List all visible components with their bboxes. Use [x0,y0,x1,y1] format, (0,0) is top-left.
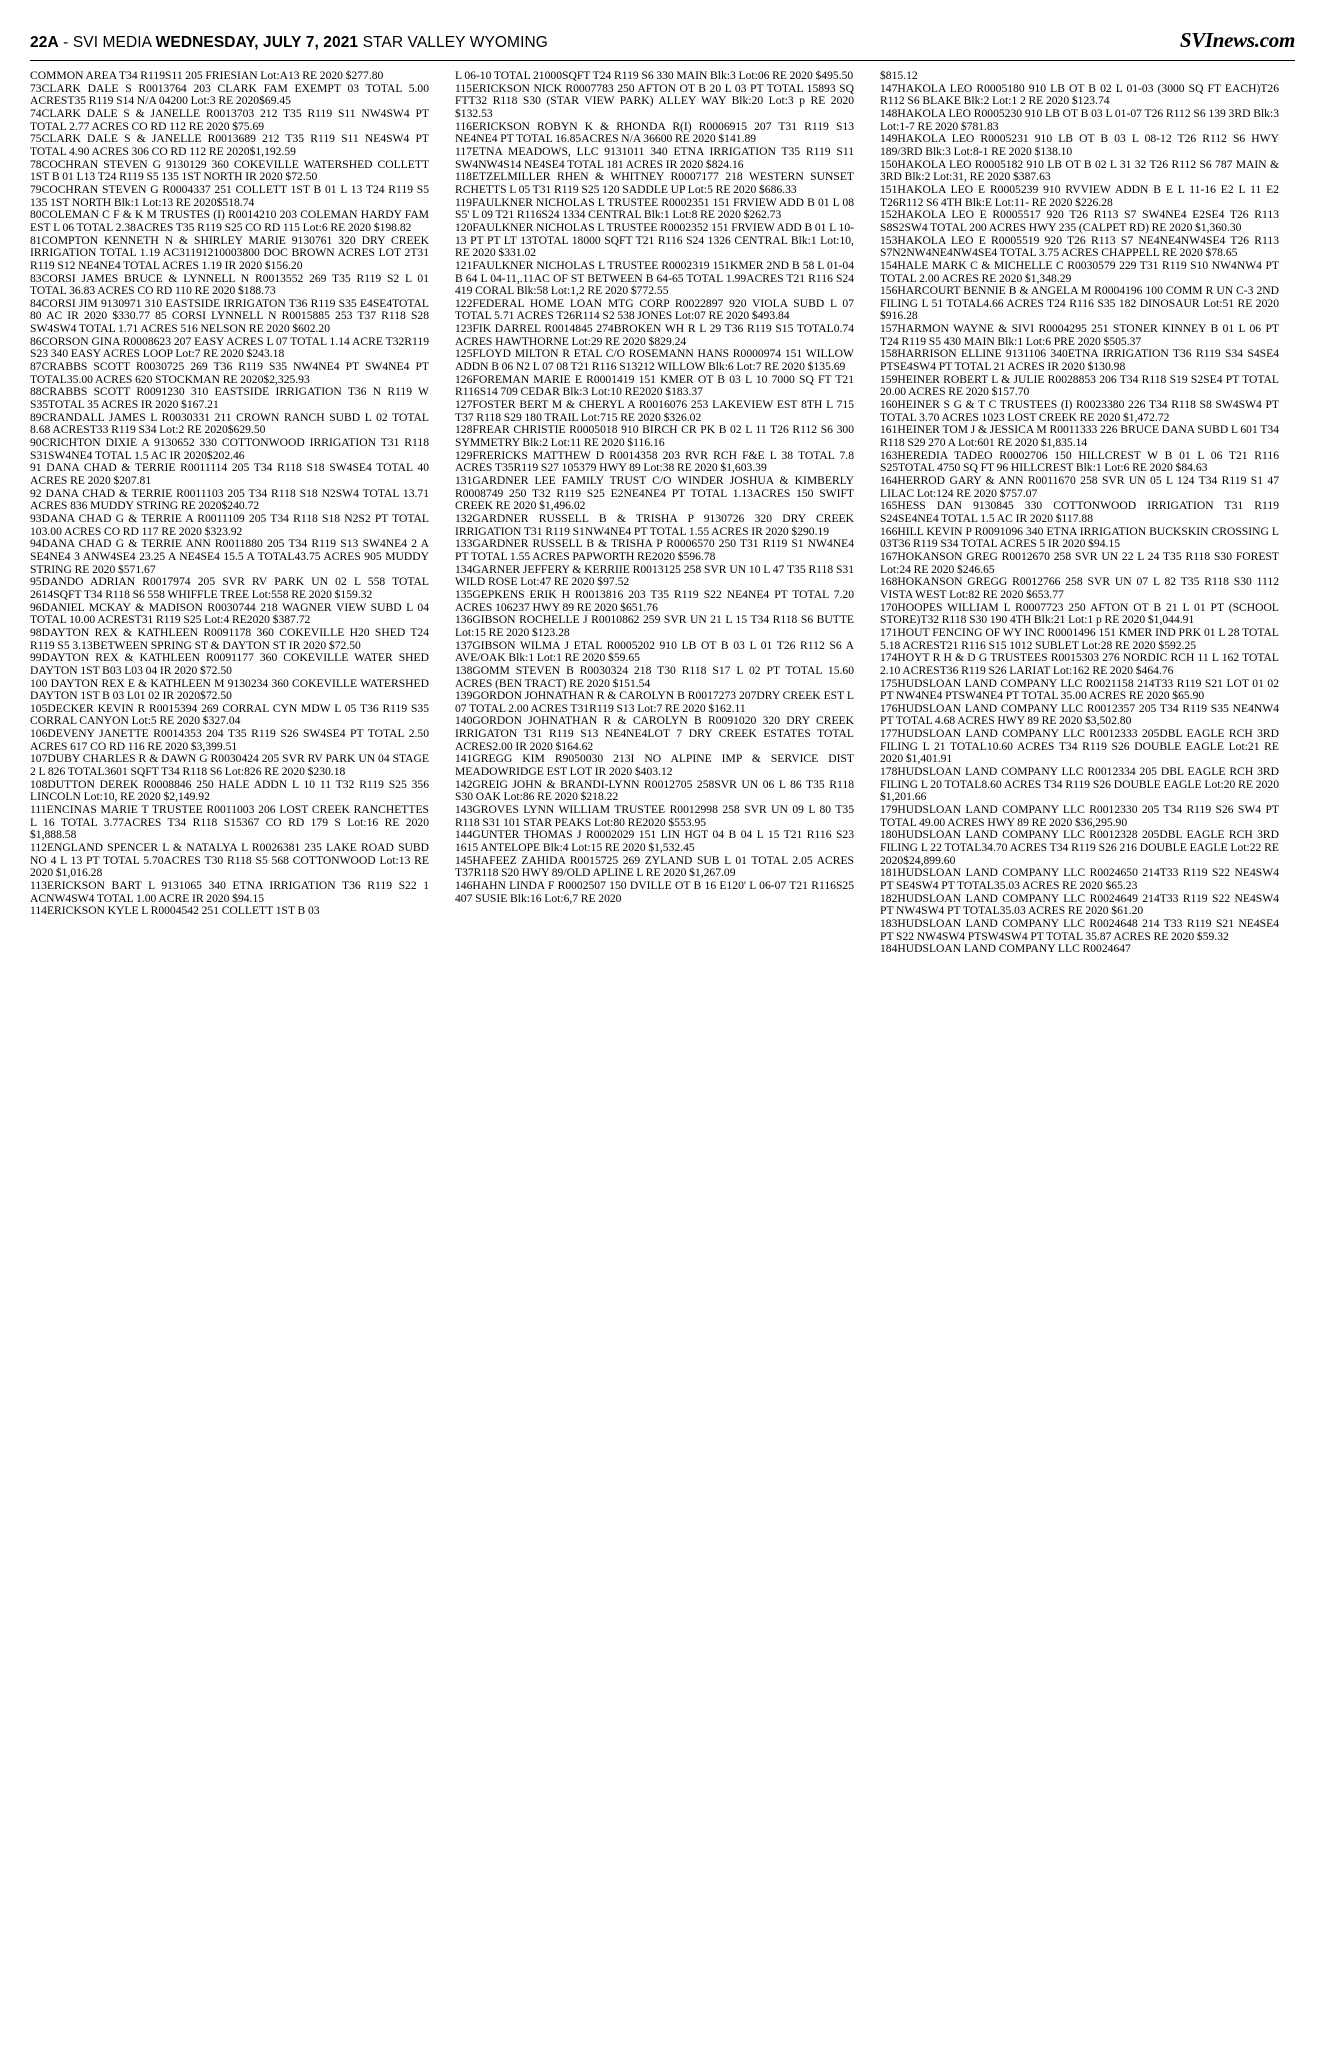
listing-entry: 158HARRISON ELLINE 9131106 340ETNA IRRIGATION T36 R119 S34 S4SE4 PTSE4SW4 PT TOTAL 21 ACRES IR 2020 $130.98 [880,347,1279,374]
listing-entry: 108DUTTON DEREK R0008846 250 HALE ADDN L 10 11 T32 R119 S25 356 LINCOLN Lot:10, RE 2020 $2,149.92 [30,777,429,804]
listing-entry: 117ETNA MEADOWS, LLC 9131011 340 ETNA IRRIGATION T35 R119 S11 SW4NW4S14 NE4SE4 TOTAL 181 ACRES IR 2020 $824.16 [455,144,854,171]
listing-entry: 112ENGLAND SPENCER L & NATALYA L R0026381 235 LAKE ROAD SUBD NO 4 L 13 PT TOTAL 5.70ACRES T30 R118 S5 568 COTTONWOOD Lot:13 RE 2020 $1,016.28 [30,841,429,880]
listing-entry: L 06-10 TOTAL 21000SQFT T24 R119 S6 330 MAIN Blk:3 Lot:06 RE 2020 $495.50 [455,69,854,82]
listing-entry: 116ERICKSON ROBYN K & RHONDA R(I) R0006915 207 T31 R119 S13 NE4NE4 PT TOTAL 16.85ACRES N/A 36600 RE 2020 $141.89 [455,119,854,146]
listing-entry: 92 DANA CHAD & TERRIE R0011103 205 T34 R118 S18 N2SW4 TOTAL 13.71 ACRES 836 MUDDY STRING RE 2020$240.72 [30,486,429,513]
listing-entry: 181HUDSLOAN LAND COMPANY LLC R0024650 214T33 R119 S22 NE4SW4 PT SE4SW4 PT TOTAL35.03 ACRES RE 2020 $65.23 [880,866,1279,892]
listing-entry: 114ERICKSON KYLE L R0004542 251 COLLETT 1ST B 03 [30,904,320,918]
listing-entry: 138GOMM STEVEN B R0030324 218 T30 R118 S17 L 02 PT TOTAL 15.60 ACRES (BEN TRACT) RE 2020 $151.54 [455,663,854,690]
listing-entry: 168HOKANSON GREGG R0012766 258 SVR UN 07 L 82 T35 R118 S30 1112 VISTA WEST Lot:82 RE 2020 $653.77 [880,575,1279,601]
listing-entry: 150HAKOLA LEO R0005182 910 LB OT B 02 L 31 32 T26 R112 S6 787 MAIN & 3RD Blk:2 Lot:31, RE 2020 $387.63 [880,157,1279,184]
listing-entry: 180HUDSLOAN LAND COMPANY LLC R0012328 205DBL EAGLE RCH 3RD FILING L 22 TOTAL34.70 ACRES T34 R119 S26 216 DOUBLE EAGLE Lot:22 RE 2020$24,899.60 [880,828,1279,867]
listing-entry: 89CRANDALL JAMES L R0030331 211 CROWN RANCH SUBD L 02 TOTAL 8.68 ACREST33 R119 S34 Lot:2 RE 2020$629.50 [30,410,429,437]
listing-entry: 80COLEMAN C F & K M TRUSTES (I) R0014210 203 COLEMAN HARDY FAM EST L 06 TOTAL 2.38ACRES T35 R119 S25 CO RD 115 Lot:6 RE 2020 $198.82 [30,208,429,234]
listing-entry: 137GIBSON WILMA J ETAL R0005202 910 LB OT B 03 L 01 T26 R112 S6 A AVE/OAK Blk:1 Lot:1 RE 2020 $59.65 [455,638,854,665]
listing-entry: 129FRERICKS MATTHEW D R0014358 203 RVR RCH F&E L 38 TOTAL 7.8 ACRES T35R119 S27 105379 HWY 89 Lot:38 RE 2020 $1,603.39 [455,448,854,475]
listing-entry: 157HARMON WAYNE & SIVI R0004295 251 STONER KINNEY B 01 L 06 PT T24 R119 S5 430 MAIN Blk:1 Lot:6 PRE 2020 $505.37 [880,322,1279,348]
listing-entry: 126FOREMAN MARIE E R0001419 151 KMER OT B 03 L 10 7000 SQ FT T21 R116S14 709 CEDAR Blk:3 Lot:10 RE2020 $183.37 [455,372,854,399]
listing-entry: 107DUBY CHARLES R & DAWN G R0030424 205 SVR RV PARK UN 04 STAGE 2 L 826 TOTAL3601 SQFT T34 R118 S6 Lot:826 RE 2020 $230.18 [30,752,429,779]
listing-entry: 83CORSI JAMES BRUCE & LYNNELL N R0013552 269 T35 R119 S2 L 01 TOTAL 36.83 ACRES CO RD 110 RE 2020 $188.73 [30,271,429,298]
listing-entry: 121FAULKNER NICHOLAS L TRUSTEE R0002319 151KMER 2ND B 58 L 01-04 B 64 L 04-11,.11AC OF ST BETWEEN B 64-65 TOTAL 1.99ACRES T21 R116 S24 419 CORAL Blk:58 Lot:1,2 RE 2020 $772.55 [455,258,854,298]
listing-entry: 132GARDNER RUSSELL B & TRISHA P 9130726 320 DRY CREEK IRRIGATION T31 R119 S1NW4NE4 PT TOTAL 1.55 ACRES IR 2020 $290.19 [455,511,854,538]
listing-entry: 120FAULKNER NICHOLAS L TRUSTEE R0002352 151 FRVIEW ADD B 01 L 10-13 PT PT LT 13TOTAL 18000 SQFT T21 R116 S24 1326 CENTRAL Blk:1 Lot:10, RE 2020 $331.02 [455,220,854,260]
listing-entry: 149HAKOLA LEO R0005231 910 LB OT B 03 L 08-12 T26 R112 S6 HWY 189/3RD Blk:3 Lot:8-1 RE 2020 $138.10 [880,132,1279,158]
listing-entry: 171HOUT FENCING OF WY INC R0001496 151 KMER IND PRK 01 L 28 TOTAL 5.18 ACREST21 R116 S15 1012 SUBLET Lot:28 RE 2020 $592.25 [880,625,1279,652]
listing-entry: 163HEREDIA TADEO R0002706 150 HILLCREST W B 01 L 06 T21 R116 S25TOTAL 4750 SQ FT 96 HILLCREST Blk:1 Lot:6 RE 2020 $84.63 [880,448,1279,475]
listing-entry: 87CRABBS SCOTT R0030725 269 T36 R119 S35 NW4NE4 PT SW4NE4 PT TOTAL35.00 ACRES 620 STOCKMAN RE 2020$2,325.93 [30,360,429,386]
listing-entry: 118ETZELMILLER RHEN & WHITNEY R0007177 218 WESTERN SUNSET RCHETTS L 05 T31 R119 S25 120 SADDLE UP Lot:5 RE 2020 $686.33 [455,170,854,196]
listing-entry: 166HILL KEVIN P R0091096 340 ETNA IRRIGATION BUCKSKIN CROSSING L 03T36 R119 S34 TOTAL ACRES 5 IR 2020 $94.15 [880,524,1279,551]
listing-entry: COMMON AREA T34 R119S11 205 FRIESIAN Lot:A13 RE 2020 $277.80 [30,69,384,82]
listing-entry: 152HAKOLA LEO E R0005517 920 T26 R113 S7 SW4NE4 E2SE4 T26 R113 S8S2SW4 TOTAL 200 ACRES HWY 235 (CALPET RD) RE 2020 $1,360.30 [880,208,1279,234]
listing-entry: 167HOKANSON GREG R0012670 258 SVR UN 22 L 24 T35 R118 S30 FOREST Lot:24 RE 2020 $246.65 [880,549,1279,576]
listing-entry: 106DEVENY JANETTE R0014353 204 T35 R119 S26 SW4SE4 PT TOTAL 2.50 ACRES 617 CO RD 116 RE 2020 $3,399.51 [30,727,429,753]
page-number: 22A [30,34,59,51]
listing-entry: 94DANA CHAD G & TERRIE ANN R0011880 205 T34 R119 S13 SW4NE4 2 A SE4NE4 3 ANW4SE4 23.25 A NE4SE4 15.5 A TOTAL43.75 ACRES 905 MUDDY STRING RE 2020 $571.67 [30,537,429,576]
listing-entry: 140GORDON JOHNATHAN R & CAROLYN B R0091020 320 DRY CREEK IRRIGATON T31 R119 S13 NE4NE4LOT 7 DRY CREEK ESTATES TOTAL ACRES2.00 IR 2020 $164.62 [455,714,854,753]
listing-entry: 96DANIEL MCKAY & MADISON R0030744 218 WAGNER VIEW SUBD L 04 TOTAL 10.00 ACREST31 R119 S25 Lot:4 RE2020 $387.72 [30,600,429,627]
column-2 [455,70,854,905]
listing-entry: 86CORSON GINA R0008623 207 EASY ACRES L 07 TOTAL 1.14 ACRE T32R119 S23 340 EASY ACRES LOOP Lot:7 RE 2020 $243.18 [30,334,429,361]
listing-entry: 95DANDO ADRIAN R0017974 205 SVR RV PARK UN 02 L 558 TOTAL 2614SQFT T34 R118 S6 558 WHIFFLE TREE Lot:558 RE 2020 $159.32 [30,575,429,601]
listing-entry: 91 DANA CHAD & TERRIE R0011114 205 T34 R118 S18 SW4SE4 TOTAL 40 ACRES RE 2020 $207.81 [30,461,429,487]
listing-entry: 105DECKER KEVIN R R0015394 269 CORRAL CYN MDW L 05 T36 R119 S35 CORRAL CANYON Lot:5 RE 2020 $327.04 [30,701,429,728]
listing-entry: 154HALE MARK C & MICHELLE C R0030579 229 T31 R119 S10 NW4NW4 PT TOTAL 2.00 ACRES RE 2020 $1,348.29 [880,258,1279,285]
masthead-divider [30,60,1295,61]
column-1 [30,70,429,918]
listing-entry: 160HEINER S G & T C TRUSTEES (I) R0023380 226 T34 R118 S8 SW4SW4 PT TOTAL 3.70 ACRES 1023 LOST CREEK RE 2020 $1,472.72 [880,398,1279,424]
listing-entry: 75CLARK DALE S & JANELLE R0013689 212 T35 R119 S11 NE4SW4 PT TOTAL 4.90 ACRES 306 CO RD 112 RE 2020$1,192.59 [30,132,429,158]
listing-entry: 99DAYTON REX & KATHLEEN R0091177 360 COKEVILLE WATER SHED DAYTON 1ST B03 L03 04 IR 2020 $72.50 [30,651,429,677]
listing-entry: 127FOSTER BERT M & CHERYL A R0016076 253 LAKEVIEW EST 8TH L 715 T37 R118 S29 180 TRAIL Lot:715 RE 2020 $326.02 [455,398,854,424]
listing-entry: 84CORSI JIM 9130971 310 EASTSIDE IRRIGATON T36 R119 S35 E4SE4TOTAL 80 AC IR 2020 $330.77 85 CORSI LYNNELL N R0015885 253 T37 R118 S28 SW4SW4 TOTAL 1.71 ACRES 516 NELSON RE 2020 $602.20 [30,296,429,336]
listing-entry: 145HAFEEZ ZAHIDA R0015725 269 ZYLAND SUB L 01 TOTAL 2.05 ACRES T37R118 S20 HWY 89/OLD APLINE L RE 2020 $1,267.09 [455,853,854,880]
listing-entry: 111ENCINAS MARIE T TRUSTEE R0011003 206 LOST CREEK RANCHETTES L 16 TOTAL 3.77ACRES T34 R118 S15367 CO RD 179 S Lot:16 RE 2020 $1,888.58 [30,803,429,842]
masthead [30,28,1295,57]
listing-entry: 161HEINER TOM J & JESSICA M R0011333 226 BRUCE DANA SUBD L 601 T34 R118 S29 270 A Lot:601 RE 2020 $1,835.14 [880,423,1279,450]
listing-entry: 88CRABBS SCOTT R0091230 310 EASTSIDE IRRIGATION T36 N R119 W S35TOTAL 35 ACRES IR 2020 $167.21 [30,385,429,412]
listing-entry: 78COCHRAN STEVEN G 9130129 360 COKEVILLE WATERSHED COLLETT 1ST B 01 L13 T24 R119 S5 135 1ST NORTH IR 2020 $72.50 [30,157,429,184]
listing-entry: 74CLARK DALE S & JANELLE R0013703 212 T35 R119 S11 NW4SW4 PT TOTAL 2.77 ACRES CO RD 112 RE 2020 $75.69 [30,106,429,133]
listing-entry: 143GROVES LYNN WILLIAM TRUSTEE R0012998 258 SVR UN 09 L 80 T35 R118 S31 101 STAR PEAKS Lot:80 RE2020 $553.95 [455,803,854,829]
masthead-left [30,34,548,52]
listing-entry: 142GREIG JOHN & BRANDI-LYNN R0012705 258SVR UN 06 L 86 T35 R118 S30 OAK Lot:86 RE 2020 $218.22 [455,777,854,804]
issue-date: WEDNESDAY, JULY 7, 2021 [155,34,359,51]
listing-entry: 147HAKOLA LEO R0005180 910 LB OT B 02 L 01-03 (3000 SQ FT EACH)T26 R112 S6 BLAKE Blk:2 Lot:1 2 RE 2020 $123.74 [880,81,1279,108]
region-name: STAR VALLEY WYOMING [362,34,548,51]
listing-entry: 141GREGG KIM R9050030 213I NO ALPINE IMP & SERVICE DIST MEADOWRIDGE EST LOT IR 2020 $403.12 [455,752,854,779]
listing-entry: 123FIK DARREL R0014845 274BROKEN WH R L 29 T36 R119 S15 TOTAL0.74 ACRES HAWTHORNE Lot:29 RE 2020 $829.24 [455,322,854,348]
listing-entry: 100 DAYTON REX E & KATHLEEN M 9130234 360 COKEVILLE WATERSHED DAYTON 1ST B 03 L01 02 IR 2020$72.50 [30,676,429,703]
listing-entry: 183HUDSLOAN LAND COMPANY LLC R0024648 214 T33 R119 S21 NE4SE4 PT S22 NW4SW4 PTSW4SW4 PT TOTAL 35.87 ACRES RE 2020 $59.32 [880,916,1279,943]
listing-entry: 79COCHRAN STEVEN G R0004337 251 COLLETT 1ST B 01 L 13 T24 R119 S5 135 1ST NORTH Blk:1 Lot:13 RE 2020$518.74 [30,182,429,209]
listing-entry: 175HUDSLOAN LAND COMPANY LLC R0021158 214T33 R119 S21 LOT 01 02 PT NW4NE4 PTSW4NE4 PT TOTAL 35.00 ACRES RE 2020 $65.90 [880,676,1279,703]
listing-entry: 81COMPTON KENNETH N & SHIRLEY MARIE 9130761 320 DRY CREEK IRRIGATION TOTAL 1.19 AC31191210003800 DOC BROWN ACRES LOT 2T31 R119 S12 NE4NE4 TOTAL ACRES 1.19 IR 2020 $156.20 [30,233,429,272]
listing-entry: 177HUDSLOAN LAND COMPANY LLC R0012333 205DBL EAGLE RCH 3RD FILING L 21 TOTAL10.60 ACRES T34 R119 S26 DOUBLE EAGLE Lot:21 RE 2020 $1,401.91 [880,727,1279,766]
listing-entry: 134GARNER JEFFERY & KERRIIE R0013125 258 SVR UN 10 L 47 T35 R118 S31 WILD ROSE Lot:47 RE 2020 $97.52 [455,562,854,589]
listing-entry: 174HOYT R H & D G TRUSTEES R0015303 276 NORDIC RCH 11 L 162 TOTAL 2.10 ACREST36 R119 S26 LARIAT Lot:162 RE 2020 $464.76 [880,651,1279,677]
listing-entry: 135GEPKENS ERIK H R0013816 203 T35 R119 S22 NE4NE4 PT TOTAL 7.20 ACRES 106237 HWY 89 RE 2020 $651.76 [455,587,854,614]
listing-entry: 179HUDSLOAN LAND COMPANY LLC R0012330 205 T34 R119 S26 SW4 PT TOTAL 49.00 ACRES HWY 89 RE 2020 $36,295.90 [880,803,1279,829]
listing-entry: 164HERROD GARY & ANN R0011670 258 SVR UN 05 L 124 T34 R119 S1 47 LILAC Lot:124 RE 2020 $757.07 [880,474,1279,500]
listing-entry: 146HAHN LINDA F R0002507 150 DVILLE OT B 16 E120' L 06-07 T21 R116S25 407 SUSIE Blk:16 Lot:6,7 RE 2020 [455,879,854,905]
listing-entry: 136GIBSON ROCHELLE J R0010862 259 SVR UN 21 L 15 T34 R118 S6 BUTTE Lot:15 RE 2020 $123.28 [455,613,854,639]
listing-entry: 139GORDON JOHNATHAN R & CAROLYN B R0017273 207DRY CREEK EST L 07 TOTAL 2.00 ACRES T31R119 S13 Lot:7 RE 2020 $162.11 [455,689,854,715]
listing-entry: 125FLOYD MILTON R ETAL C/O ROSEMANN HANS R0000974 151 WILLOW ADDN B 06 N2 L 07 08 T21 R116 S13212 WILLOW Blk:6 Lot:7 RE 2020 $135.69 [455,347,854,374]
listing-entry: 113ERICKSON BART L 9131065 340 ETNA IRRIGATION T36 R119 S22 1 ACNW4SW4 TOTAL 1.00 ACRE IR 2020 $94.15 [30,879,429,905]
listing-entry: 90CRICHTON DIXIE A 9130652 330 COTTONWOOD IRRIGATION T31 R118 S31SW4NE4 TOTAL 1.5 AC IR 2020$202.46 [30,436,429,462]
listing-entry: 98DAYTON REX & KATHLEEN R0091178 360 COKEVILLE H20 SHED T24 R119 S5 3.13BETWEEN SPRING ST & DAYTON ST IR 2020 $72.50 [30,625,429,652]
listing-entry: 156HARCOURT BENNIE B & ANGELA M R0004196 100 COMM R UN C-3 2ND FILING L 51 TOTAL4.66 ACRES T24 R116 S35 182 DINOSAUR Lot:51 RE 2020 $916.28 [880,284,1279,323]
website-url[interactable]: SVInews.com [1179,28,1295,52]
listing-entry: 144GUNTER THOMAS J R0002029 151 LIN HGT 04 B 04 L 15 T21 R116 S23 1615 ANTELOPE Blk:4 Lot:15 RE 2020 $1,532.45 [455,828,854,855]
listing-entry: 73CLARK DALE S R0013764 203 CLARK FAM EXEMPT 03 TOTAL 5.00 ACREST35 R119 S14 N/A 04200 Lot:3 RE 2020$69.45 [30,81,429,108]
listing-entry: 165HESS DAN 9130845 330 COTTONWOOD IRRIGATION T31 R119 S24SE4NE4 TOTAL 1.5 AC IR 2020 $117.88 [880,499,1279,525]
listing-entry: 133GARDNER RUSSELL B & TRISHA P R0006570 250 T31 R119 S1 NW4NE4 PT TOTAL 1.55 ACRES PAPWORTH RE2020 $596.78 [455,537,854,563]
listing-entry: 178HUDSLOAN LAND COMPANY LLC R0012334 205 DBL EAGLE RCH 3RD FILING L 20 TOTAL8.60 ACRES T34 R119 S26 DOUBLE EAGLE Lot:20 RE 2020 $1,201.66 [880,765,1279,804]
listing-entry: 93DANA CHAD G & TERRIE A R0011109 205 T34 R118 S18 N2S2 PT TOTAL 103.00 ACRES CO RD 117 RE 2020 $323.92 [30,511,429,538]
listing-entry: 153HAKOLA LEO E R0005519 920 T26 R113 S7 NE4NE4NW4SE4 T26 R113 S7N2NW4NE4NW4SE4 TOTAL 3.75 ACRES CHAPPELL RE 2020 $78.65 [880,233,1279,260]
listing-entry: 115ERICKSON NICK R0007783 250 AFTON OT B 20 L 03 PT TOTAL 15893 SQ FTT32 R118 S30 (STAR VIEW PARK) ALLEY WAY Blk:20 Lot:3 p RE 2020 $132.53 [455,81,854,120]
listing-entry: 182HUDSLOAN LAND COMPANY LLC R0024649 214T33 R119 S22 NE4SW4 PT NW4SW4 PT TOTAL35.03 ACRES RE 2020 $61.20 [880,891,1279,918]
listing-entry: 184HUDSLOAN LAND COMPANY LLC R0024647 [880,942,1131,956]
listing-entry: $815.12 [880,69,918,82]
listing-entry: 148HAKOLA LEO R0005230 910 LB OT B 03 L 01-07 T26 R112 S6 139 3RD Blk:3 Lot:1-7 RE 2020 $781.83 [880,106,1279,133]
publication-name: - SVI MEDIA [63,34,152,51]
listing-entry: 122FEDERAL HOME LOAN MTG CORP R0022897 920 VIOLA SUBD L 07 TOTAL 5.71 ACRES T26R114 S2 538 JONES Lot:07 RE 2020 $493.84 [455,296,854,323]
listing-entry: 128FREAR CHRISTIE R0005018 910 BIRCH CR PK B 02 L 11 T26 R112 S6 300 SYMMETRY Blk:2 Lot:11 RE 2020 $116.16 [455,423,854,450]
column-3 [880,70,1279,956]
listing-entry: 119FAULKNER NICHOLAS L TRUSTEE R0002351 151 FRVIEW ADD B 01 L 08 S5' L 09 T21 R116S24 1334 CENTRAL Blk:1 Lot:8 RE 2020 $262.73 [455,195,854,222]
listing-entry: 131GARDNER LEE FAMILY TRUST C/O WINDER JOSHUA & KIMBERLY R0008749 250 T32 R119 S25 E2NE4NE4 PT TOTAL 1.13ACRES 150 SWIFT CREEK RE 2020 $1,496.02 [455,474,854,513]
article-columns [30,70,1295,956]
listing-entry: 170HOOPES WILLIAM L R0007723 250 AFTON OT B 21 L 01 PT (SCHOOL STORE)T32 R118 S30 190 4TH Blk:21 Lot:1 p RE 2020 $1,044.91 [880,600,1279,627]
listing-entry: 151HAKOLA LEO E R0005239 910 RVVIEW ADDN B E L 11-16 E2 L 11 E2 T26R112 S6 4TH Blk:E Lot:11- RE 2020 $226.28 [880,182,1279,209]
listing-entry: 159HEINER ROBERT L & JULIE R0028853 206 T34 R118 S19 S2SE4 PT TOTAL 20.00 ACRES RE 2020 $157.70 [880,372,1279,399]
listing-entry: 176HUDSLOAN LAND COMPANY LLC R0012357 205 T34 R119 S35 NE4NW4 PT TOTAL 4.68 ACRES HWY 89 RE 2020 $3,502.80 [880,701,1279,728]
